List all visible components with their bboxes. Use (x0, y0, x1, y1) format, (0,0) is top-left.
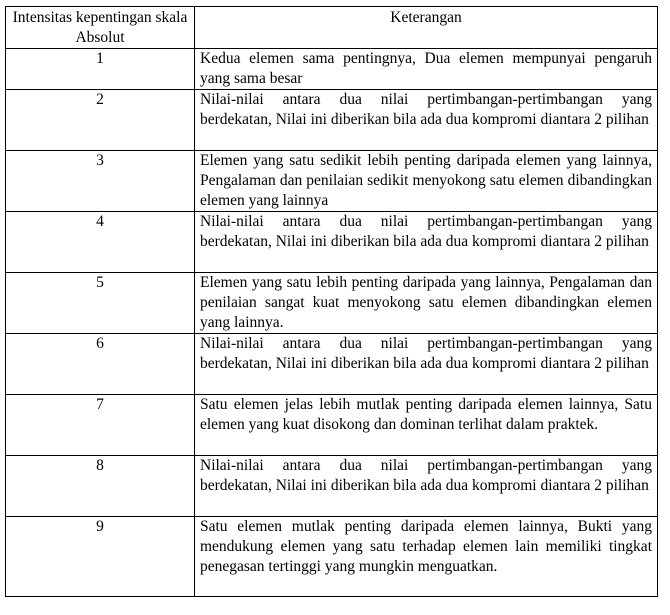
intensity-value: 4 (6, 212, 195, 273)
table-row (6, 49, 658, 90)
intensity-value: 8 (6, 456, 195, 517)
intensity-description: Elemen yang satu sedikit lebih penting daripada elemen yang lainnya, Pengalaman dan penilaian sedikit menyokong satu elemen dibandingkan elemen yang lainnya (195, 151, 658, 212)
intensity-description: Nilai-nilai antara dua nilai pertimbangan-pertimbangan yang berdekatan, Nilai ini diberikan bila ada dua kompromi diantara 2 pilihan (195, 456, 658, 517)
intensity-description: Satu elemen jelas lebih mutlak penting daripada elemen lainnya, Satu elemen yang kuat disokong dan dominan terlihat dalam praktek. (195, 395, 658, 456)
header-row (6, 7, 658, 49)
header-description: Keterangan (195, 7, 658, 49)
intensity-description: Satu elemen mutlak penting daripada elemen lainnya, Bukti yang mendukung elemen yang satu terhadap elemen lain memiliki tingkat penegasan tertinggi yang mungkin menguatkan. (195, 517, 658, 597)
header-intensity: Intensitas kepentingan skala Absolut (6, 7, 195, 49)
intensity-value: 1 (6, 49, 195, 90)
intensity-value: 2 (6, 90, 195, 151)
table-row (6, 90, 658, 151)
intensity-description: Elemen yang satu lebih penting daripada yang lainnya, Pengalaman dan penilaian sangat kuat menyokong satu elemen dibandingkan elemen yang lainnya. (195, 273, 658, 334)
intensity-value: 5 (6, 273, 195, 334)
table-row (6, 395, 658, 456)
table-row (6, 151, 658, 212)
intensity-description: Nilai-nilai antara dua nilai pertimbangan-pertimbangan yang berdekatan, Nilai ini diberikan bila ada dua kompromi diantara 2 pilihan (195, 90, 658, 151)
intensity-value: 9 (6, 517, 195, 597)
table-row (6, 273, 658, 334)
intensity-value: 3 (6, 151, 195, 212)
intensity-description: Kedua elemen sama pentingnya, Dua elemen mempunyai pengaruh yang sama besar (195, 49, 658, 90)
intensity-description: Nilai-nilai antara dua nilai pertimbangan-pertimbangan yang berdekatan, Nilai ini diberikan bila ada dua kompromi diantara 2 pilihan (195, 334, 658, 395)
table-row (6, 517, 658, 597)
table-row (6, 334, 658, 395)
table-row (6, 212, 658, 273)
table-row (6, 456, 658, 517)
intensity-value: 7 (6, 395, 195, 456)
intensity-value: 6 (6, 334, 195, 395)
intensity-scale-table (5, 6, 658, 597)
intensity-description: Nilai-nilai antara dua nilai pertimbangan-pertimbangan yang berdekatan, Nilai ini diberikan bila ada dua kompromi diantara 2 pilihan (195, 212, 658, 273)
